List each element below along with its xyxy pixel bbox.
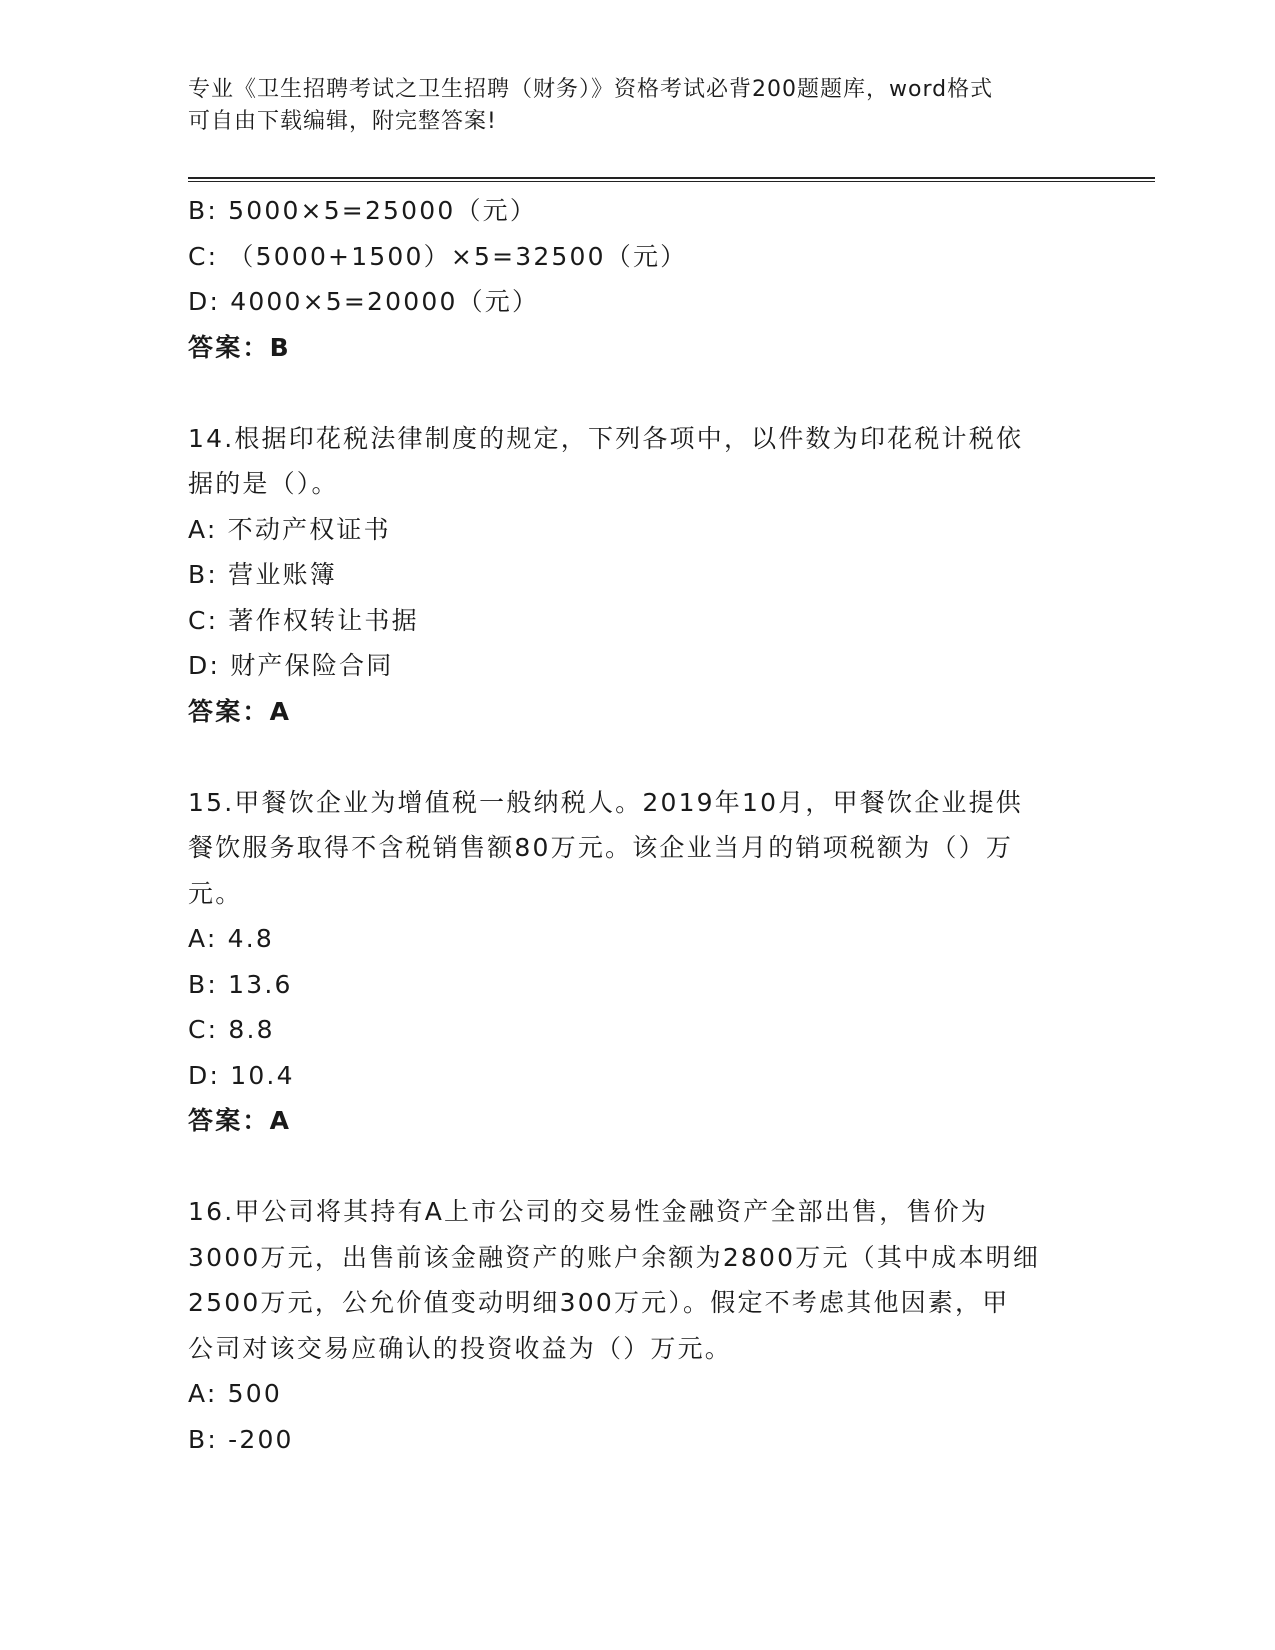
option-b: B: 5000×5=25000（元） — [188, 196, 538, 225]
answer: 答案：A — [188, 1106, 292, 1135]
question-16 — [188, 1189, 1088, 1462]
question-text-line: 16.甲公司将其持有A上市公司的交易性金融资产全部出售，售价为 — [188, 1197, 989, 1226]
question-text-line: 公司对该交易应确认的投资收益为（）万元。 — [188, 1333, 733, 1363]
option-a: A: 500 — [188, 1379, 282, 1408]
option-d: D: 财产保险合同 — [188, 651, 394, 680]
question-text-line: 餐饮服务取得不含税销售额80万元。该企业当月的销项税额为（）万 — [188, 833, 1014, 862]
option-d: D: 4000×5=20000（元） — [188, 287, 540, 316]
spacer — [188, 370, 1088, 416]
option-b: B: -200 — [188, 1424, 294, 1454]
question-text-line: 元。 — [188, 878, 243, 908]
option-b: B: 营业账簿 — [188, 560, 337, 589]
option-c: C: 8.8 — [188, 1015, 275, 1044]
question-text-line: 2500万元，公允价值变动明细300万元）。假定不考虑其他因素，甲 — [188, 1288, 1010, 1317]
question-text-line: 3000万元，出售前该金融资产的账户余额为2800万元（其中成本明细 — [188, 1242, 1041, 1272]
header-title-line-1: 专业《卫生招聘考试之卫生招聘（财务）》资格考试必背200题题库，word格式 — [188, 77, 994, 102]
question-13 — [188, 188, 1088, 370]
option-d: D: 10.4 — [188, 1060, 295, 1090]
option-c: C: 著作权转让书据 — [188, 605, 419, 635]
spacer — [188, 1144, 1088, 1190]
option-a: A: 不动产权证书 — [188, 514, 391, 544]
spacer — [188, 734, 1088, 780]
question-15 — [188, 780, 1088, 1144]
option-a: A: 4.8 — [188, 924, 274, 953]
answer: 答案：B — [188, 332, 291, 362]
question-text-line: 14.根据印花税法律制度的规定，下列各项中，以件数为印花税计税依 — [188, 423, 1024, 453]
option-c: C: （5000+1500）×5=32500（元） — [188, 241, 688, 271]
question-14 — [188, 416, 1088, 735]
document-header — [188, 74, 1088, 138]
question-text-line: 据的是（）。 — [188, 469, 339, 498]
option-b: B: 13.6 — [188, 969, 293, 999]
answer: 答案：A — [188, 696, 292, 726]
header-title-line-2: 可自由下载编辑，附完整答案! — [188, 109, 497, 134]
question-text-line: 15.甲餐饮企业为增值税一般纳税人。2019年10月，甲餐饮企业提供 — [188, 787, 1023, 817]
header-divider — [188, 177, 1155, 182]
question-list — [188, 188, 1088, 1462]
